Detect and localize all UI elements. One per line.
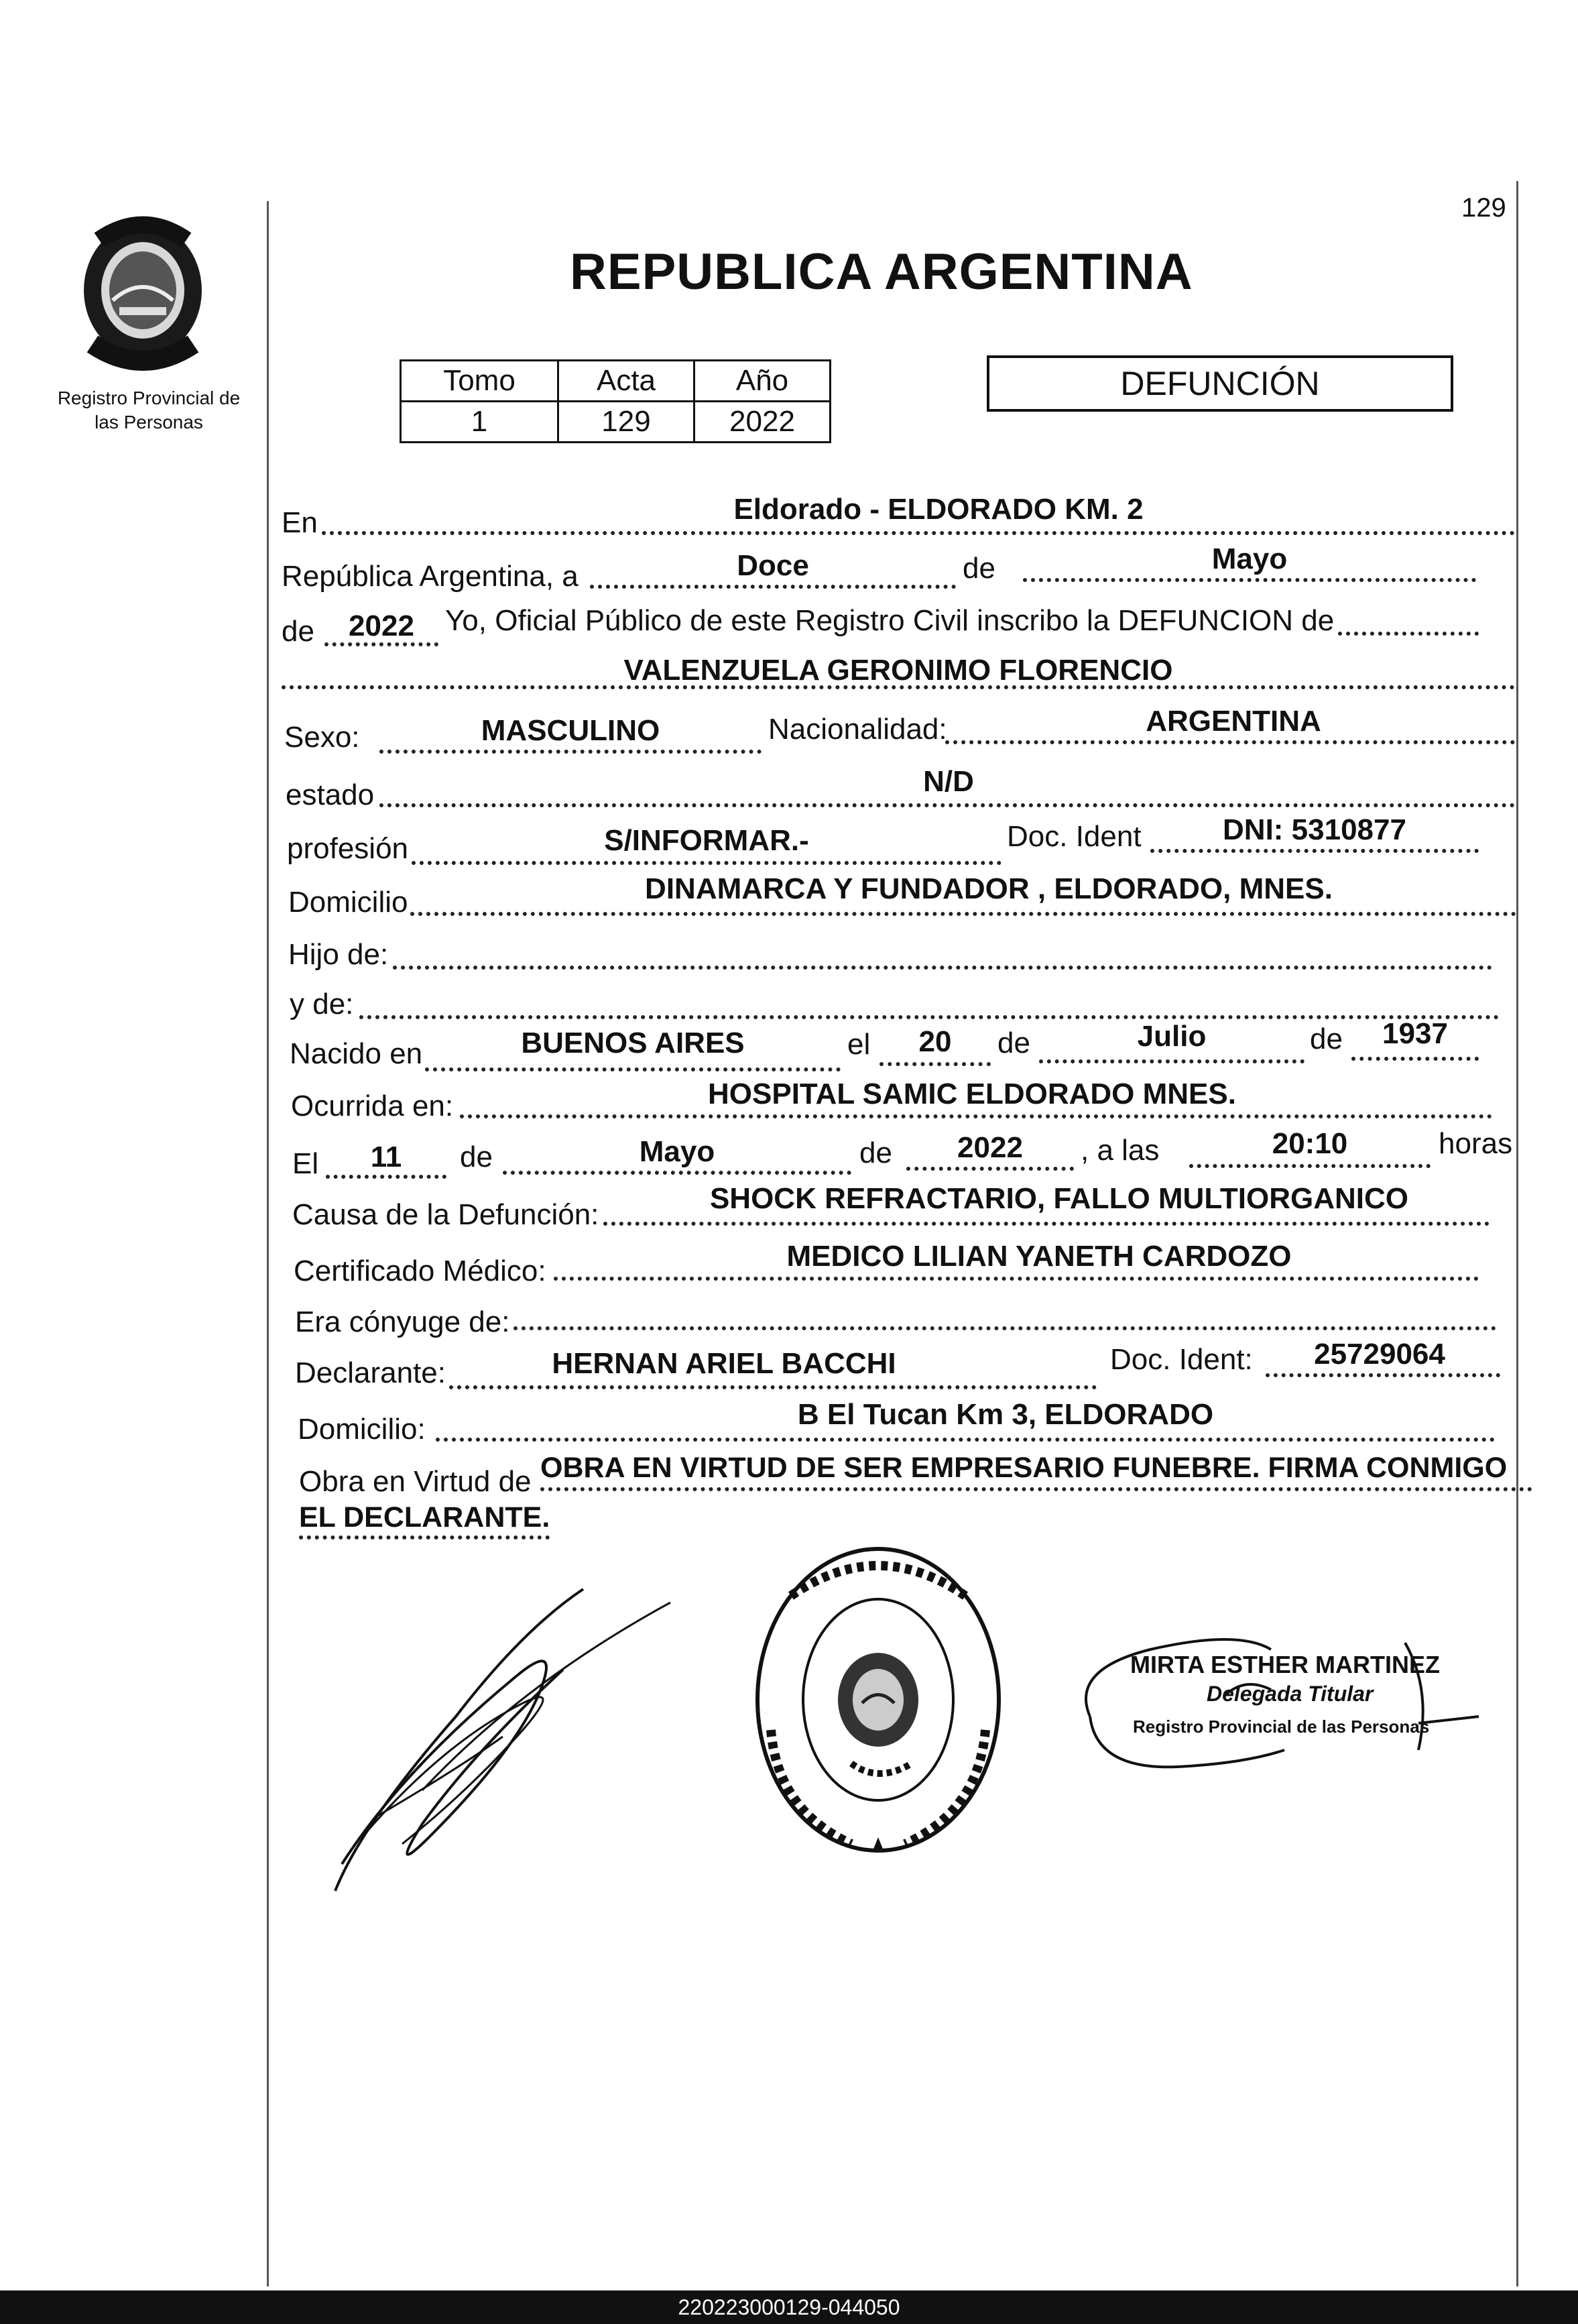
- sexo-dotted-line: [379, 750, 762, 754]
- nacionalidad-dotted-line: [945, 740, 1515, 744]
- ocurrida-en-value: HOSPITAL SAMIC ELDORADO MNES.: [708, 1078, 1236, 1110]
- birth-year-value: 1937: [1382, 1017, 1448, 1050]
- profesion-label: profesión: [287, 832, 409, 865]
- birth-year-dotted-line: [1351, 1057, 1479, 1061]
- official-office: Registro Provincial de las Personas: [1133, 1717, 1430, 1737]
- declarante-doc-dotted-line: [1266, 1373, 1500, 1377]
- birth-month-dotted-line: [1039, 1059, 1304, 1063]
- estado-value: N/D: [923, 765, 974, 798]
- declarante-signature: [322, 1569, 697, 1904]
- register-value-acta: 129: [558, 402, 694, 443]
- en-value: Eldorado - ELDORADO KM. 2: [733, 493, 1144, 526]
- handwritten-signature-icon: [322, 1569, 697, 1904]
- register-header-acta: Acta: [558, 361, 694, 402]
- month-dotted-line: [1023, 578, 1476, 582]
- causa-value: SHOCK REFRACTARIO, FALLO MULTIORGANICO: [709, 1182, 1409, 1215]
- official-name: MIRTA ESTHER MARTINEZ: [1130, 1651, 1440, 1678]
- domicilio-value: DINAMARCA Y FUNDADOR , ELDORADO, MNES.: [645, 872, 1333, 905]
- nacido-en-value: BUENOS AIRES: [521, 1027, 745, 1059]
- republica-label: República Argentina, a: [282, 560, 579, 593]
- logo-caption-line2: las Personas: [95, 412, 203, 432]
- page-title: REPUBLICA ARGENTINA: [570, 243, 1193, 300]
- ocurrida-en-label: Ocurrida en:: [291, 1090, 454, 1122]
- hijo-de-dotted-line: [393, 966, 1492, 970]
- day-value: Doce: [737, 549, 809, 582]
- declarante-doc-label: Doc. Ident:: [1110, 1343, 1253, 1376]
- footer-code: 220223000129-044050: [678, 2295, 900, 2319]
- year-dotted-line: [324, 642, 438, 646]
- obra-value-line2: EL DECLARANTE.: [299, 1501, 550, 1533]
- death-time-dotted-line: [1189, 1164, 1431, 1168]
- ocurrida-en-dotted-line: [460, 1114, 1492, 1118]
- birth-year-de-label: de: [1310, 1023, 1343, 1055]
- official-role: Delegada Titular: [1207, 1682, 1374, 1706]
- certificado-dotted-line: [554, 1277, 1479, 1281]
- hijo-de-label: Hijo de:: [288, 938, 389, 971]
- page-number: 129: [1461, 193, 1506, 223]
- en-dotted-line: [322, 531, 1515, 535]
- horas-label: horas: [1439, 1127, 1513, 1160]
- obra-value-line1: OBRA EN VIRTUD DE SER EMPRESARIO FUNEBRE. FIRMA CONMIGO: [540, 1452, 1508, 1484]
- register-value-tomo: 1: [401, 402, 558, 443]
- domicilio-dotted-line: [410, 912, 1516, 916]
- yo-dotted-line: [1338, 632, 1479, 636]
- profesion-dotted-line: [412, 861, 1002, 865]
- death-month-de-label: de: [460, 1141, 493, 1173]
- day-dotted-line: [590, 585, 956, 589]
- y-de-dotted-line: [359, 1015, 1499, 1019]
- document-type-box: [987, 355, 1453, 412]
- en-label: En: [282, 506, 318, 539]
- death-year-de-label: de: [859, 1137, 892, 1169]
- misiones-coat-of-arms-icon: [72, 213, 213, 374]
- death-time-value: 20:10: [1272, 1127, 1348, 1160]
- y-de-label: y de:: [290, 988, 354, 1021]
- month-de-label: de: [963, 552, 995, 585]
- obra-label: Obra en Virtud de: [299, 1465, 532, 1498]
- domicilio-label: Domicilio: [288, 886, 408, 919]
- domicilio2-dotted-line: [436, 1438, 1495, 1442]
- estado-label: estado: [286, 778, 375, 811]
- birth-month-de-label: de: [997, 1027, 1030, 1059]
- year-value: 2022: [349, 609, 414, 642]
- doc-ident-label: Doc. Ident: [1007, 820, 1142, 853]
- death-day-value: 11: [370, 1141, 402, 1173]
- register-header-ano: Año: [694, 361, 831, 402]
- conyuge-dotted-line: [513, 1326, 1496, 1330]
- register-header-tomo: Tomo: [401, 361, 558, 402]
- sexo-value: MASCULINO: [481, 714, 660, 747]
- domicilio2-value: B El Tucan Km 3, ELDORADO: [797, 1398, 1214, 1431]
- conyuge-label: Era cónyuge de:: [295, 1305, 510, 1338]
- register-table: [400, 359, 831, 443]
- registry-stamp-seal-icon: [751, 1542, 1006, 1857]
- death-day-dotted-line: [326, 1175, 446, 1179]
- province-seal-logo: [72, 213, 213, 374]
- estado-dotted-line: [379, 803, 1515, 807]
- birth-day-value: 20: [918, 1025, 952, 1058]
- causa-dotted-line: [603, 1222, 1490, 1226]
- document-type: DEFUNCIÓN: [1120, 365, 1320, 402]
- doc-ident-value: DNI: 5310877: [1223, 813, 1406, 846]
- certificado-value: MEDICO LILIAN YANETH CARDOZO: [786, 1240, 1292, 1273]
- left-margin-line: [267, 201, 269, 2286]
- nacido-en-dotted-line: [425, 1067, 841, 1071]
- domicilio2-label: Domicilio:: [298, 1413, 426, 1446]
- year-de-label: de: [282, 615, 314, 648]
- right-margin-line: [1516, 181, 1518, 2286]
- death-year-value: 2022: [957, 1131, 1023, 1164]
- obra-dotted-line1: [540, 1487, 1532, 1491]
- death-month-dotted-line: [503, 1171, 851, 1175]
- nacido-en-label: Nacido en: [290, 1037, 423, 1070]
- sexo-label: Sexo:: [284, 721, 360, 754]
- month-value: Mayo: [1211, 542, 1288, 575]
- birth-day-dotted-line: [879, 1062, 991, 1066]
- death-el-label: El: [292, 1147, 319, 1180]
- birth-el-label: el: [847, 1028, 871, 1061]
- a-las-label: , a las: [1081, 1134, 1160, 1167]
- declarante-value: HERNAN ARIEL BACCHI: [552, 1347, 896, 1380]
- doc-ident-dotted-line: [1150, 849, 1479, 853]
- registry-stamp: [751, 1542, 1006, 1857]
- yo-oficial-text: Yo, Oficial Público de este Registro Civil inscribo la DEFUNCION de: [445, 604, 1335, 637]
- profesion-value: S/INFORMAR.-: [604, 824, 809, 857]
- register-value-ano: 2022: [694, 402, 831, 443]
- declarante-label: Declarante:: [295, 1356, 446, 1389]
- obra-dotted-line2: [299, 1535, 550, 1539]
- deceased-name: VALENZUELA GERONIMO FLORENCIO: [623, 654, 1173, 687]
- birth-month-value: Julio: [1137, 1020, 1207, 1053]
- declarante-dotted-line: [449, 1385, 1097, 1389]
- footer-code-bar: [0, 2290, 1578, 2324]
- causa-label: Causa de la Defunción:: [292, 1198, 599, 1231]
- nacionalidad-label: Nacionalidad:: [768, 713, 947, 746]
- nacionalidad-value: ARGENTINA: [1146, 705, 1321, 738]
- certificado-label: Certificado Médico:: [294, 1255, 546, 1287]
- declarante-doc-value: 25729064: [1314, 1338, 1445, 1371]
- logo-caption-line1: Registro Provincial de: [57, 388, 241, 408]
- death-year-dotted-line: [906, 1167, 1074, 1171]
- death-month-value: Mayo: [639, 1135, 715, 1168]
